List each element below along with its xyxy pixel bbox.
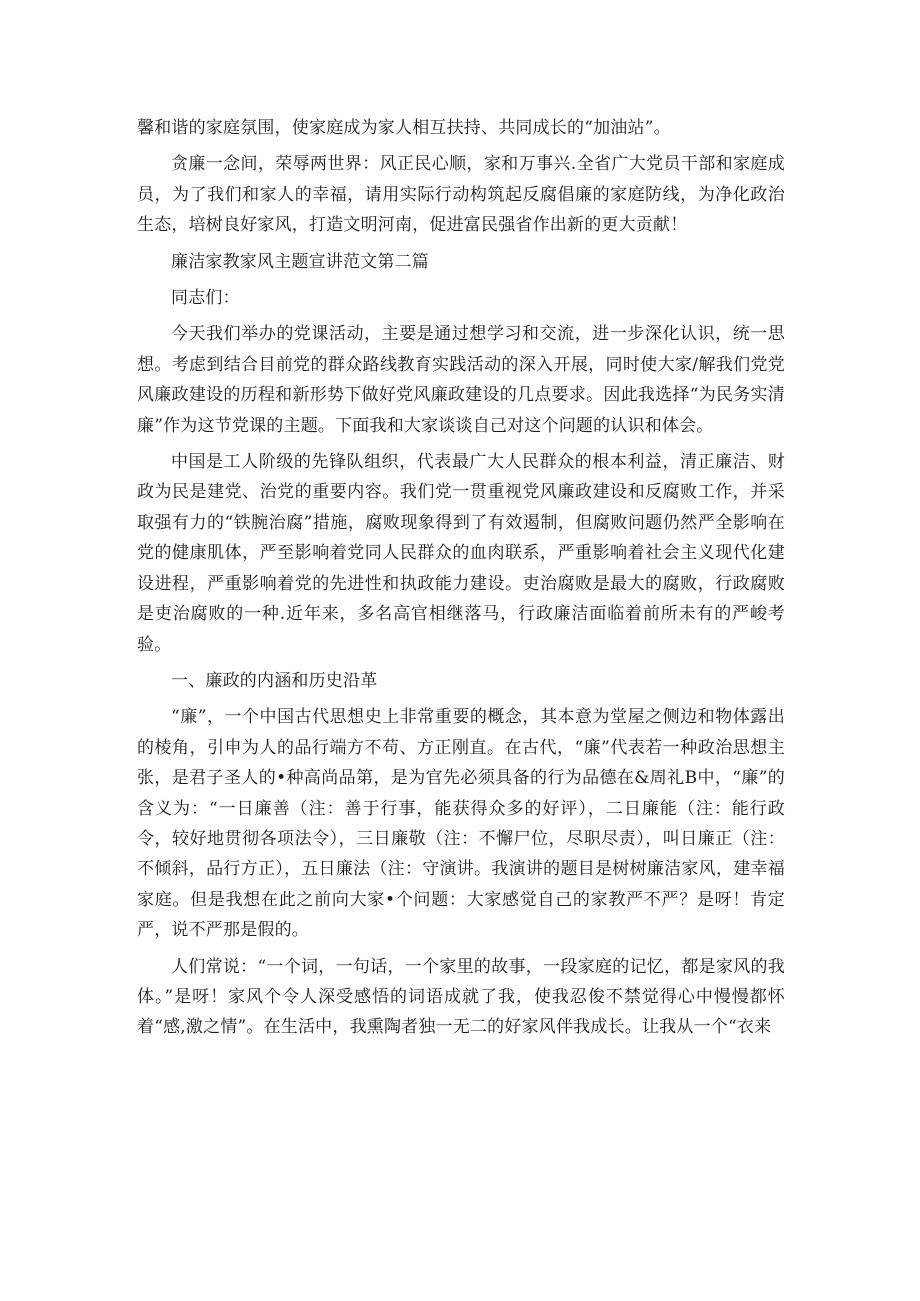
- section-heading-second-article: 廉洁家教家风主题宣讲范文第二篇: [171, 251, 429, 272]
- paragraph-5: “廉”，一个中国古代思想史上非常重要的概念，其本意为堂屋之侧边和物体露出的棱角，引申为人的品行端方不苟、方正刚直。在古代，“廉”代表若一种政治思想主张，是君子圣人的•种高尚品第，是为官先必须具备的行为品德在&周礼B中，“廉”的含义为：“一日廉善（注：善于行事，能获得众多的好评），二日廉能（注：能行政令，较好地贯彻各项法令），三日廉敬（注：不懈尸位，尽职尽责），叫日廉正（注：不倾斜，品行方正），五日廉法（注：守演讲。我演讲的题目是树树廉洁家风，建幸福家庭。但是我想在此之前向大家•个问题：大家感觉自己的家教严不严？是呀！肯定严，说不严那是假的。: [137, 707, 785, 941]
- paragraph-4: 中国是工人阶级的先锋队组织，代表最广大人民群众的根本利益，清正廉洁、财政为民是建党、治党的重要内容。我们党一贯重视党风廉政建设和反腐败工作，并采取强有力的“铁腕治腐”措施，腐败现象得到了有效遏制，但腐败问题仍然严全影响在党的健康肌体，严至影响着党同人民群众的血肉联系，严重影响着社会主义现代化建设进程，严重影响着党的先进性和执政能力建设。吏治腐败是最大的腐败，行政腐败是吏治腐败的一种.近年来，多名高官相继落马，行政廉洁面临着前所未有的严峻考验。: [137, 452, 785, 655]
- paragraph-3: 今天我们举办的党课活动，主要是通过想学习和交流，进一步深化认识，统一思想。考虑到结合目前党的群众路线教育实践活动的深入开展，同时使大家/解我们党党风廉政建设的历程和新形势下做好党风廉政建设的几点要求。因此我选择“为民务实清廉”作为这节党课的主题。下面我和大家谈谈自己对这个问题的认识和体会。: [137, 324, 785, 436]
- paragraph-1: 馨和谐的家庭氛围，使家庭成为家人相互扶持、共同成长的“加油站”。: [137, 118, 671, 138]
- paragraph-2: 贪廉一念间，荣辱两世界：风正民心顺，家和万事兴.全省广大党员干部和家庭成员，为了我们和家人的幸福，请用实际行动构筑起反腐倡廉的家庭防线，为净化政治生态，培树良好家风，打造文明河南，促进富民强省作出新的更大贡献！: [137, 154, 785, 236]
- paragraph-6: 人们常说：“一个词，一句话，一个家里的故事，一段家庭的记忆，都是家风的我体。”是呀！家风个令人深受感悟的词语成就了我，使我忍俊不禁觉得心中慢慢都怀着“感,激之情”。在生活中，我熏陶者独一无二的好家风伴我成长。让我从一个“衣来: [137, 956, 785, 1038]
- section-heading-1: 一、廉政的内涵和历史沿革: [171, 670, 378, 691]
- salutation: 同志们：: [171, 288, 240, 309]
- document-body: [137, 113, 785, 1043]
